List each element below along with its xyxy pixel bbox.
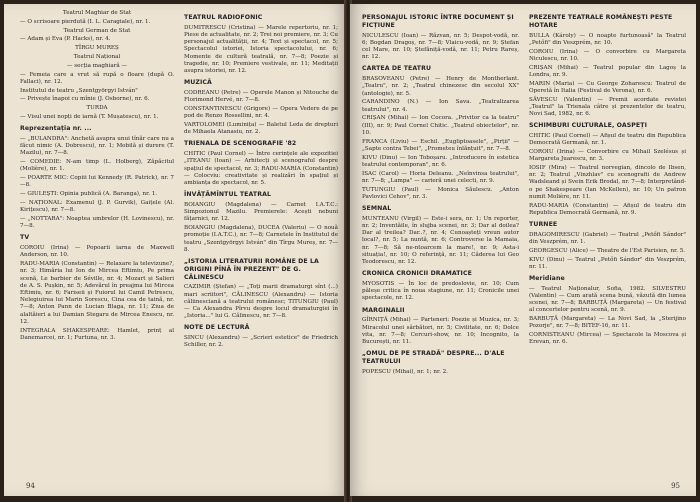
centered-label: TURDA (86, 105, 108, 112)
entry-text: BARBUȚĂ (Margareta) — La Novi Sad, la „Sterijino Pozorje", nr. 7—8; BITEF-16, nr. 11. (529, 316, 686, 330)
entry-text: KIVU (Dinu) — Ion Toboșaru. „Introducere în estetica teatrului contemporan", nr. 6. (362, 154, 519, 168)
entry-text: — COMEDIE: N-am timp (L. Holberg), Zăpăcitul (Molière), nr. 1. (20, 159, 174, 173)
entry-text: GÎRNIȚĂ (Mihai) — Parteneri: Poezie și Muzica, nr. 3; Miracolul unei sărbători, nr. 5; Civilitate, nr. 6; Dolce vita, nr. 7—8; Cercuri-show, nr. 10; Incognito, la București, nr. 11. (362, 317, 519, 346)
section-heading: TURNEE (529, 221, 558, 229)
left-column-1 (20, 10, 174, 480)
section-heading: SCHIMBURI CULTURALE, OASPEȚI (529, 122, 647, 130)
section-heading: MUZICĂ (184, 79, 212, 87)
entry-text: FRANCA (Liviu) — Eschil. „Eugliptoasele", „Pirții" — „Sapte contra Tebei", „Prometeu înlănțuit", nr. 7—8. (362, 138, 519, 152)
entry-text: CHITIC (Paul Cornel) — Între cerințele ale expozitiei „ITEANU (Ioan) — Arhitecți și scenograful despre spațiul de spectacol, nr. 3; RADU-MARIA (Constantin) — Colocviu: creativitate și realizări în spațiul și ambianța de spectacol, nr. 5. (184, 151, 338, 187)
entry-text: DUMITRESCU (Cristina) — Marele repertoriu, nr. 1; Piese de actualitate, nr. 2; Trei noi premiere, nr. 3; Cu personajul actualității, nr. 4; Text și spectacol, nr. 5; Spectacolul istoriei, Istoria spectacolului, nr. 6; Momente de cultură teatrală, nr. 7—8; Poezie și tragedie, nr. 10; Premiere vestivale, nr. 11; Meditații asupra istoriei, nr. 12. (184, 24, 338, 75)
entry-text: INTEGRALA SHAKESPEARE: Hamlet, prinț al Danemarcei, nr. 1; Furtuna, nr. 3. (20, 327, 174, 341)
entry-text: DRAGOMIRESCU (Gabriel) — Teatrul „Petőfi Sándor" din Veszprém, nr. 1. (529, 231, 686, 246)
centered-label: Teatrul Maghiar de Stat (62, 10, 132, 16)
entry-text: — Visul unei nopți de iarnă (T. Mușatescu), nr. 1. (20, 113, 159, 120)
right-column-2 (529, 10, 686, 480)
left-column-2 (184, 10, 338, 480)
entry-text: — O scrisoare pierdută (I. L. Caragiale), nr. 1. (20, 18, 151, 25)
entry-text: — „BULANDRA": Anchetă asupra unui tînăr care nu a făcut nimic (A. Dobrescu), nr. 1; Mobilă și durere (T. Mazilu), nr. 7—8. (20, 135, 174, 157)
entry-text: GEORGESCU (Alice) — Theatre de l'Est Parisien, nr. 5. (529, 247, 686, 254)
entry-text: — NAȚIONAL: Examenul (J. P. Gurvik), Gaițele (Al. Kirițescu), nr. 7—8. (20, 199, 174, 214)
entry-text: CRIȘAN (Mihai) — Teatrul popular din Lagoș la Londra, nr. 9. (529, 64, 686, 78)
section-heading: TEATRUL RADIOFONIC (184, 14, 263, 21)
centered-label: TÎRGU MUREȘ (75, 45, 119, 52)
entry-text: TUTUNGIU (Paul) — Monica Săulescu. „Anton Pavlovici Cehov", nr. 3. (362, 186, 519, 200)
section-heading: CARTEA DE TEATRU (362, 65, 432, 73)
entry-text: POPESCU (Mihai), nr. 1; nr. 2. (362, 368, 448, 375)
entry-text: COROIU (Irina) — O convorbire cu Margareta Niculescu, nr. 10. (529, 48, 686, 62)
page-number-right: 95 (671, 482, 680, 490)
entry-text: CODREANU (Petre) — Operele Manon și Nitouche de Florimond Hervé, nr. 7—8. (184, 90, 338, 104)
entry-text: ISAC (Carol) — Horia Deleanu. „Neînvinsa teatrului", nr. 7—8; „Lampa" — carieră unei celecti, nr. 9. (362, 170, 519, 184)
entry-text: MYOSOTIS — În loc de predoslovie, nr. 10; Cum păleșe critica în noua stagiune, nr. 11; Cronicile unei spectacole, nr. 12. (362, 281, 519, 302)
section-heading: MARGINALII (362, 306, 405, 314)
entry-text: SĂVESCU (Valentin) — Premii acordate revistei „Teatrul" la Trienala câtre și prezentelor de teatru, Novi Sad, 1982, nr. 6. (529, 96, 686, 117)
section-heading: Reprezentația nr. ... (20, 125, 92, 133)
section-heading: NOTE DE LECTURĂ (184, 324, 250, 332)
entry-text: — GIULEȘTI: Opinia publică (A. Baranga), nr. 1. (20, 191, 158, 198)
entry-text: BRASOVEANU (Petre) — Henry de Montherlant. „Teatru", nr. 2; „Teatrul chinezesc din secolul XX" (antologie), nr. 5. (362, 76, 519, 97)
right-column-1 (362, 10, 519, 480)
section-heading: CRONICA CRONICII DRAMATICE (362, 270, 472, 278)
entry-text: RADU-MARIA (Constantin) — Relaxare la televizune?, nr. 3; Himăria lui Ion de Mircea Eftimiu, Pe prima scenă, Le barbier de Séville, nr. 4; Mozart și Salieri de A. S. Pușkin, nr. 5; Adevărul în preajma lui Mircea Eftimiu, nr. 6; Fariseii și Fuiorul lui Camil Petrescu, Nelegiuirea lui Marin Sorescu, Cina cea de taină, nr. 7—8; Anton Pann de Lucian Blaga, nr. 11; Ziua de alaltăieri a lui Damian Stegaru de Mircea Enescu, nr. 12. (20, 261, 174, 325)
entry-text: MUNTEANU (Virgil) — Este-i sera, nr. 1; Un reporter, nr. 2; Inventăile, în slujba scenei, nr. 3; Dar al doilea? Dar al treilea? Dar..?, nr. 4; Cunoașteți vreun autor local?, nr. 5; La nuntă, nr. 6; Controverse la Mamaia, nr. 7—8; Să ne-ntoarcem la mare!, nr. 9; Asta-i situația!, nr. 10; O referință, nr. 11; Căderea lui Geo Teodorescu, nr. 12. (362, 215, 519, 266)
section-heading: TV (20, 234, 30, 242)
entry-text: CHITIC (Paul Cornel) — Afișul de teatru din Republica Democrată Germană, nr. 1. (529, 133, 686, 147)
section-heading: PERSONAJUL ISTORIC ÎNTRE DOCUMENT ȘI FICȚIUNE (362, 14, 514, 29)
right-page (350, 4, 696, 496)
entry-text: CRIȘAN (Mihai) — Ion Cocora. „Privitor ca la teatru" (III), nr. 9; Paul Cornel Chitic. „Teatrul obiectelor", nr. 10. (362, 115, 519, 136)
entry-text: VARTOLOMEI (Luminița) — Baletul Leda de drepturi de Mihaela Atanasiu, nr. 2. (184, 122, 338, 136)
entry-text: RADU-MARIA (Constantin) — Afișul de teatru din Republica Democrată Germană, nr. 9. (529, 202, 686, 216)
centered-label: Teatrul Național (73, 53, 121, 60)
entry-text: — Femeia care a vrut să rupă o floare (după O. Fallaci), nr. 12. (20, 71, 174, 85)
entry-text: CONSTANTINESCU (Grigore) — Opera Vedere de pe pod de Renzo Rossellini, nr. 4. (184, 106, 338, 120)
entry-text: — „NOTTARA": Noaptea umbrelor (H. Lovinescu), nr. 7—8. (20, 215, 174, 230)
section-heading: „OMUL DE PE STRADĂ" DESPRE... D'ALE TEATRULUI (362, 350, 505, 366)
entry-text: CAZIMIR (Ștefan) — „Toți marii dramaturgi sînt (...) mari scriitori", CĂLINESCU (Alexandru) — Istoria căliinesciană a teatrului românesc; TITUNGIU (Paul) — Ca Alexandra Pîrvu despre locul dramaturgiei în „Istoria..." lui G. Călinescu, nr. 7—8. (184, 284, 338, 320)
entry-text: — Teatrul Naționalur, Sofia, 1982. SILVESTRU (Valentin) — Cum arată scena bună, văzută din lumea scenei, nr. 7—8; BARBUȚĂ (Margareta) — Un festival al concertelor pentru scenă, nr. 9. (529, 285, 686, 314)
entry-text: COROIU (Irina) — Popoarii iarna de Maxwell Anderson, nr. 10. (20, 245, 174, 259)
entry-text: NICULESCU (Ioan) — Răzvan, nr. 5; Despot-vodă, nr. 6; Bogdan Dragoș, nr. 7—8; Vlaicu-vodă, nr. 9; Ștefan cel Mare, nr. 10; Ștefăniță-vodă, nr. 11; Petru Rareș, nr. 12. (362, 32, 519, 61)
entry-text: CARANDINO (N.) — Ion Sava. „Teatralizarea teatrului", nr. 4. (362, 99, 519, 113)
section-heading: ÎNVĂȚĂMÎNTUL TEATRAL (184, 191, 272, 199)
centered-label: — secția maghiară — (66, 62, 128, 69)
entry-text: BULLA (Károly) — O noapte furtunoasă" la Teatrul „Petőfi" din Veszprém, nr. 10. (529, 32, 686, 46)
entry-text: COROIU (Irina) — Convorbire cu Mihail Szelésus și Margareta Juarescu, nr. 3. (529, 149, 686, 163)
entry-text: — POARTE MIC: Copiii lui Kennedy (R. Patrick), nr. 7—8. (20, 175, 174, 189)
centered-label: Teatrul German de Stat (63, 27, 131, 34)
section-heading: TRIENALA DE SCENOGRAFIE '82 (184, 140, 297, 148)
entry-text: CORNISTEANU (Mircea) — Spectacole la Moscova și Erevan, nr. 6. (529, 332, 686, 346)
section-heading: PREZENTE TEATRALE ROMÂNEȘTI PESTE HOTARE (529, 14, 673, 29)
page-number-left: 94 (26, 482, 35, 490)
entry-text: KIVU (Dinu) — Teatrul „Petőfi Sándor" din Veszprém, nr. 11. (529, 256, 686, 270)
section-heading: „ISTORIA LITERATURII ROMÂNE DE LA ORIGINI PÎNĂ ÎN PREZENT" DE G. CĂLINESCU (184, 258, 319, 281)
entry-text: BOIANGIU (Magdalena) — Carnet I.A.T.C.: Simpozionul Mazilu. Premierele: Acești nebuni fățarnici, nr. 12. (184, 202, 338, 223)
entry-text: BOIANGIU (Magdalena), DUCEA (Valeriu) — O nouă promoție (I.A.T.C.), nr. 7—8; Carnetele în Institutul de teatru „Szentgyörgyi István" din Tîrgu Mureș, nr. 7—8. (184, 225, 338, 253)
entry-text: — Privește înapoi cu mînie (J. Osborne), nr. 6. (20, 96, 150, 103)
section-heading: Meridiane (529, 275, 565, 283)
entry-text: IOSIF (Mira) — Teatrul norvegian, dincolo de Ibsen, nr. 2; Teatrul „Vinzhlav" cu scenografii de Andrew Wadsleand și Svein Erik Brodal, nr. 7—8; Interpretând-o pe Shakespeare (Ian McKellen), nr. 10; Un patron numit Molière, nr. 11. (529, 165, 686, 200)
section-heading: SEMNAL (362, 205, 392, 213)
entry-text: SINCU (Alexandru) — „Scrieri estetice" de Friedrich Schiller, nr. 2. (184, 335, 338, 349)
entry-text: — Adam și Eva (P. Hacks), nr. 4. (20, 36, 111, 43)
left-page (4, 4, 346, 496)
entry-text: Institutul de teatru „Szentgyörgyi István" (20, 87, 138, 94)
entry-text: MARIN (Maria) — Cu George Zoharescu: Teatrul de Operetă în Italia (Festival de Verona), nr. 6. (529, 80, 686, 94)
